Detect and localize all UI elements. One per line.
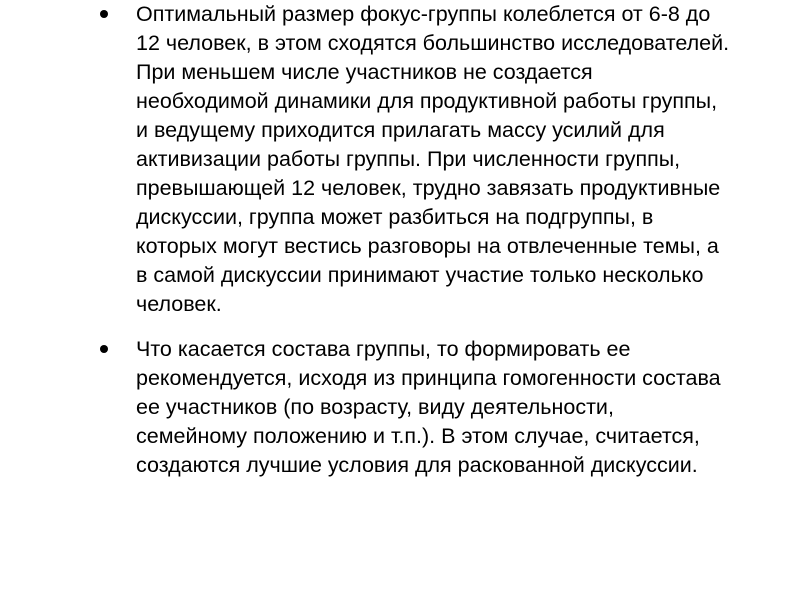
- bullet-text: Что касается состава группы, то формировать ее рекомендуется, исходя из принципа гомогенности состава ее участников (по возрасту, виду деятельности, семейному положению и т.п.). В этом случае, считается, создаются лучшие условия для раскованной дискуссии.: [136, 337, 727, 477]
- bullet-item: [100, 335, 730, 480]
- bullet-item: [100, 0, 748, 319]
- bullet-list: [100, 0, 748, 480]
- bullet-dot-icon: [100, 10, 108, 18]
- bullet-text: Оптимальный размер фокус-группы колеблется от 6-8 до 12 человек, в этом сходятся большинство исследователей. При меньшем числе участников не создается необходимой динамики для продуктивной работы группы, и ведущему приходится прилагать массу усилий для активизации работы группы. При численности группы, превышающей 12 человек, трудно завязать продуктивные дискуссии, группа может разбиться на подгруппы, в которых могут вестись разговоры на отвлеченные темы, а в самой дискуссии принимают участие только несколько человек.: [136, 2, 748, 316]
- bullet-dot-icon: [100, 345, 108, 353]
